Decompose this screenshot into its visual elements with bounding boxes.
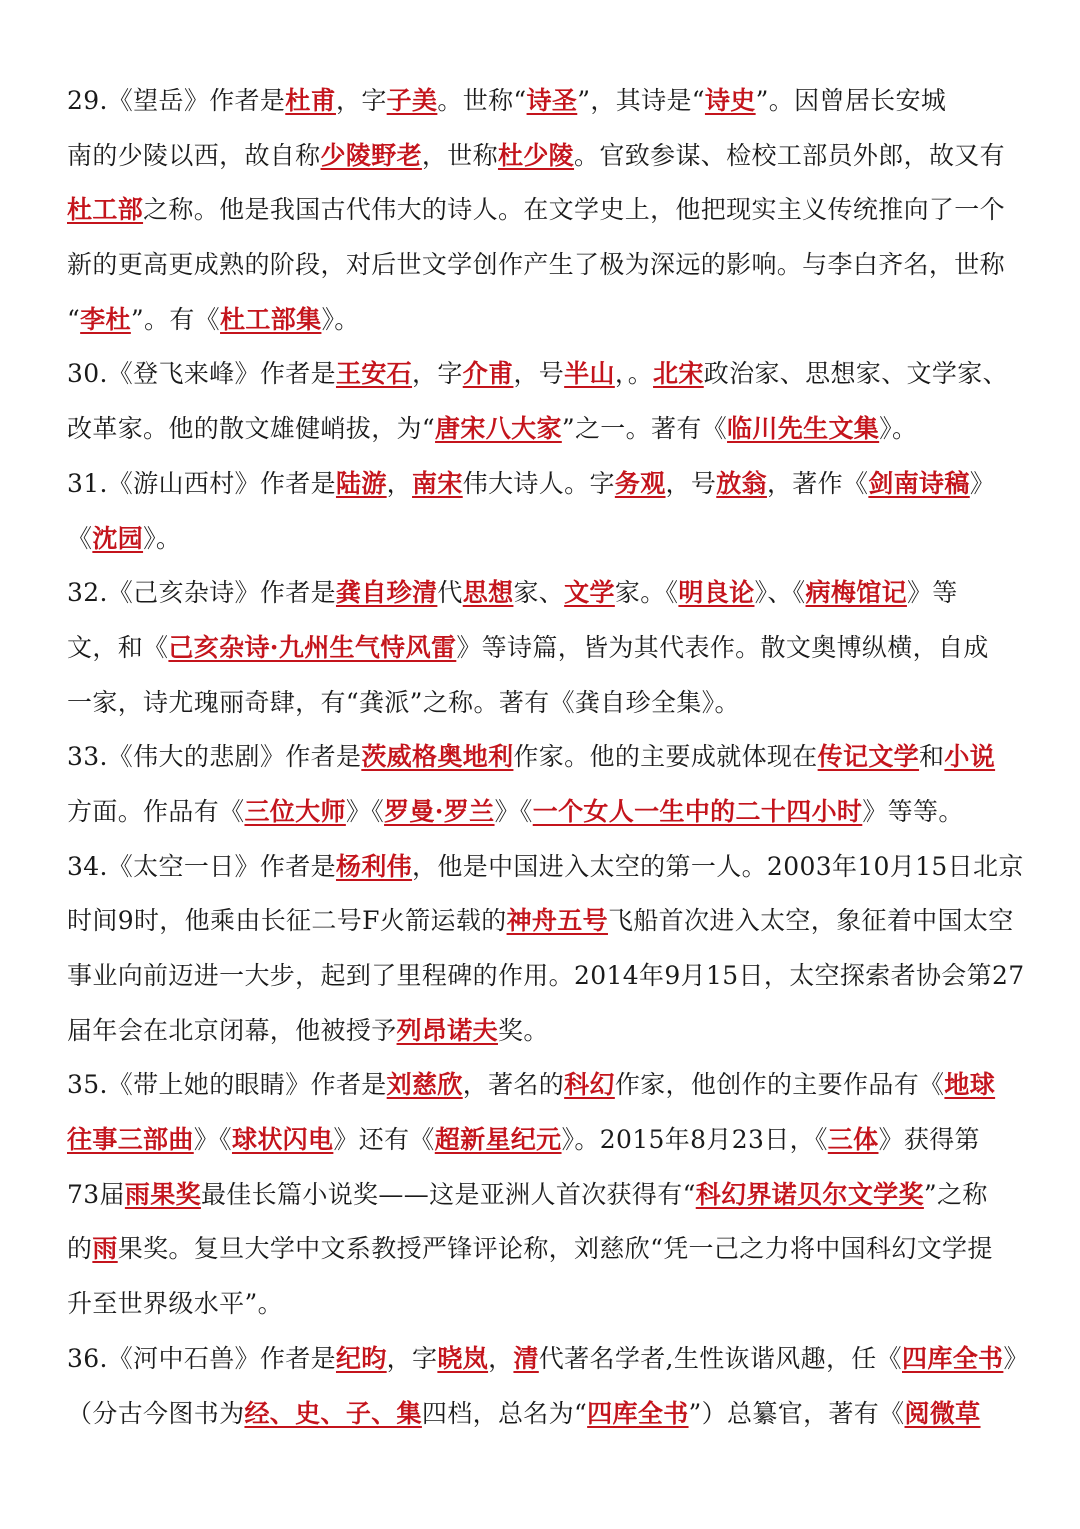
text-segment: 》《 [345, 796, 385, 826]
text-segment: 代 [437, 578, 463, 608]
text-segment: 四档，总名为“ [421, 1398, 588, 1428]
text-segment: 飞船首次进入太空，象征着中国太空 [607, 906, 1014, 936]
answer-highlight: 四库全书 [587, 1398, 689, 1428]
answer-highlight: 传记文学 [817, 742, 920, 772]
answer-highlight: 刘慈欣 [386, 1070, 463, 1100]
answer-highlight: 唐宋八大家 [435, 414, 562, 444]
text-line [67, 293, 1028, 348]
text-segment: 》。 [321, 304, 360, 334]
text-segment: 《 [67, 523, 93, 553]
answer-highlight: 王安石 [335, 359, 413, 389]
text-segment: ，。 [614, 359, 654, 389]
text-segment: 新的更高更成熟的阶段，对后世文学创作产生了极为深远的影响。与李白齐名，世称 [67, 250, 1005, 280]
text-line [67, 949, 1028, 1004]
text-segment: ，号 [665, 468, 717, 498]
text-line [67, 183, 1028, 238]
text-segment: ”）总纂官，著有《 [688, 1398, 905, 1428]
answer-highlight: 晓岚 [437, 1343, 489, 1373]
text-line [67, 894, 1028, 949]
answer-highlight: 思想 [462, 578, 514, 608]
text-line [67, 1332, 1028, 1387]
text-segment: 29.《望岳》作者是 [67, 86, 286, 115]
answer-highlight: 三位大师 [244, 796, 346, 826]
text-segment: 和 [919, 742, 945, 772]
text-segment: 》。2015年8月23日，《 [561, 1125, 828, 1155]
text-segment: 作家，他创作的主要作品有《 [614, 1070, 945, 1100]
answer-highlight: 沈园 [92, 523, 144, 553]
answer-highlight: 茨威格奥地利 [361, 742, 514, 772]
text-line [67, 730, 1028, 785]
text-line [67, 785, 1028, 840]
text-segment: 作家。他的主要成就体现在 [513, 742, 818, 772]
answer-highlight: 半山 [564, 359, 615, 389]
text-line [67, 347, 1028, 402]
text-segment: 35.《带上她的眼睛》作者是 [67, 1070, 387, 1100]
text-segment: 的 [67, 1234, 93, 1264]
answer-highlight: 病梅馆记 [805, 578, 907, 608]
text-segment: ”，其诗是“ [577, 86, 705, 115]
text-segment: 》 [969, 468, 996, 498]
text-segment: 家。《 [614, 578, 679, 608]
text-line [67, 840, 1028, 895]
text-line [67, 566, 1028, 621]
answer-highlight: 南宋 [412, 468, 463, 498]
text-segment: 改革家。他的散文雄健峭拔，为“ [67, 414, 436, 444]
text-segment: ”之称 [923, 1179, 988, 1209]
answer-highlight: 杜工部集 [220, 304, 322, 334]
text-segment: 31.《游山西村》作者是 [67, 468, 336, 498]
answer-highlight: 龚自珍清 [335, 578, 438, 608]
text-segment: ，字 [386, 1343, 438, 1373]
answer-highlight: 文学 [564, 578, 615, 608]
text-line [67, 676, 1028, 731]
text-segment: 方面。作品有《 [67, 796, 245, 826]
text-segment: 之称。他是我国古代伟大的诗人。在文学史上，他把现实主义传统推向了一个 [143, 195, 1005, 225]
answer-highlight: 四库全书 [902, 1343, 1004, 1373]
text-segment: 代著名学者,生性诙谐风趣，任《 [538, 1343, 902, 1373]
answer-highlight: 小说 [944, 742, 996, 772]
answer-highlight: 球状闪电 [231, 1125, 334, 1155]
answer-highlight: 经、史、子、集 [244, 1398, 422, 1428]
answer-highlight: 务观 [614, 468, 666, 498]
text-line [67, 1113, 1028, 1168]
answer-highlight: 地球 [944, 1070, 996, 1100]
text-segment: “ [67, 304, 81, 334]
answer-highlight: 子美 [386, 86, 438, 115]
text-line [67, 1222, 1028, 1277]
answer-highlight: 诗圣 [526, 86, 578, 115]
text-segment: 》等诗篇，皆为其代表作。散文奥博纵横，自成 [456, 632, 989, 662]
text-segment: 伟大诗人。字 [462, 468, 615, 498]
answer-highlight: 介甫 [462, 359, 514, 389]
answer-highlight: 诗史 [704, 86, 756, 115]
text-segment: 最佳长篇小说奖——这是亚洲人首次获得有“ [200, 1179, 696, 1209]
text-segment: 事业向前迈进一大步，起到了里程碑的作用。2014年9月15日，太空探索者协会第27 [67, 961, 1025, 990]
answer-highlight: 杜甫 [285, 86, 336, 115]
answer-highlight: 放翁 [716, 468, 767, 498]
text-segment: 南的少陵以西，故自称 [67, 140, 321, 170]
answer-highlight: 阅微草 [904, 1398, 981, 1428]
text-segment: 73届 [67, 1179, 125, 1209]
text-line [67, 402, 1028, 457]
text-segment: ”之一。著有《 [561, 414, 728, 444]
answer-highlight: 往事三部曲 [67, 1125, 194, 1155]
text-segment: 》等等。 [862, 796, 964, 826]
text-segment: 34.《太空一日》作者是 [67, 851, 336, 881]
text-line [67, 512, 1028, 567]
text-line [67, 1058, 1028, 1113]
text-segment: 一家，诗尤瑰丽奇肆，有“龚派”之称。著有《龚自珍全集》。 [67, 687, 740, 717]
text-line [67, 1168, 1028, 1223]
answer-highlight: 剑南诗稿 [868, 468, 970, 498]
answer-highlight: 雨 [92, 1234, 118, 1264]
text-segment: 36.《河中石兽》作者是 [67, 1343, 336, 1373]
text-segment: 33.《伟大的悲剧》作者是 [67, 742, 362, 772]
answer-highlight: 罗曼·罗兰 [384, 796, 495, 826]
text-segment: 》《 [193, 1125, 232, 1155]
text-segment: 32.《己亥杂诗》作者是 [67, 578, 336, 608]
text-segment: 。世称“ [437, 86, 527, 115]
answer-highlight: 雨果奖 [124, 1179, 201, 1209]
text-segment: 。官致参谋、检校工部员外郎，故又有 [574, 140, 1005, 170]
answer-highlight: 列昂诺夫 [396, 1015, 498, 1045]
text-segment: 》获得第 [878, 1125, 980, 1155]
document-body [67, 74, 1028, 1441]
answer-highlight: 杨利伟 [335, 851, 413, 881]
text-segment: ，号 [513, 359, 565, 389]
answer-highlight: 杜少陵 [497, 140, 575, 170]
text-segment: 奖。 [497, 1015, 549, 1045]
text-segment: ， [386, 468, 413, 498]
text-segment: 时间9时，他乘由长征二号F火箭运载的 [67, 906, 507, 936]
text-segment: 》还有《 [333, 1125, 435, 1155]
text-line [67, 1277, 1028, 1332]
answer-highlight: 北宋 [653, 359, 704, 389]
text-segment: 政治家、思想家、文学家、 [703, 359, 1008, 389]
text-segment: ，著作《 [766, 468, 869, 498]
answer-highlight: 临川先生文集 [727, 414, 880, 444]
answer-highlight: 杜工部 [67, 195, 144, 225]
text-segment: ，他是中国进入太空的第一人。2003年10月15日北京 [412, 851, 1024, 881]
text-segment: 30.《登飞来峰》作者是 [67, 359, 336, 389]
text-segment: 》等 [906, 578, 958, 608]
answer-highlight: 一个女人一生中的二十四小时 [532, 796, 863, 826]
text-line [67, 129, 1028, 184]
text-line [67, 1004, 1028, 1059]
answer-highlight: 神舟五号 [506, 906, 608, 936]
text-segment: ，著名的 [462, 1070, 565, 1100]
answer-highlight: 科幻 [564, 1070, 615, 1100]
text-segment: 果奖。复旦大学中文系教授严锋评论称，刘慈欣“凭一己之力将中国科幻文学提 [117, 1234, 993, 1264]
answer-highlight: 己亥杂诗·九州生气恃风雷 [168, 632, 457, 662]
text-segment: 家、 [513, 578, 565, 608]
text-segment: ，字 [335, 86, 387, 115]
text-line [67, 621, 1028, 676]
text-segment: 》 [1003, 1343, 1029, 1373]
text-segment: 》、《 [754, 578, 806, 608]
answer-highlight: 科幻界诺贝尔文学奖 [695, 1179, 924, 1209]
answer-highlight: 明良论 [678, 578, 755, 608]
text-segment: 届年会在北京闭幕，他被授予 [67, 1015, 397, 1045]
text-segment: 》。 [143, 523, 182, 553]
text-segment: ”。有《 [130, 304, 221, 334]
text-segment: ， [488, 1343, 514, 1373]
answer-highlight: 清 [513, 1343, 539, 1373]
text-line [67, 1387, 1028, 1442]
answer-highlight: 李杜 [80, 304, 131, 334]
answer-highlight: 三体 [827, 1125, 879, 1155]
text-line [67, 74, 1028, 129]
answer-highlight: 陆游 [335, 468, 387, 498]
text-segment: （分古今图书为 [67, 1398, 245, 1428]
text-segment: 》。 [879, 414, 918, 444]
answer-highlight: 少陵野老 [320, 140, 422, 170]
text-segment: ”。因曾居长安城 [755, 86, 947, 115]
text-segment: 文，和《 [67, 632, 169, 662]
text-segment: 升至世界级水平”。 [67, 1289, 283, 1319]
text-segment: 》《 [494, 796, 533, 826]
text-segment: ，字 [412, 359, 463, 389]
text-line [67, 238, 1028, 293]
answer-highlight: 纪昀 [335, 1343, 387, 1373]
text-segment: ，世称 [421, 140, 498, 170]
answer-highlight: 超新星纪元 [434, 1125, 562, 1155]
text-line [67, 457, 1028, 512]
